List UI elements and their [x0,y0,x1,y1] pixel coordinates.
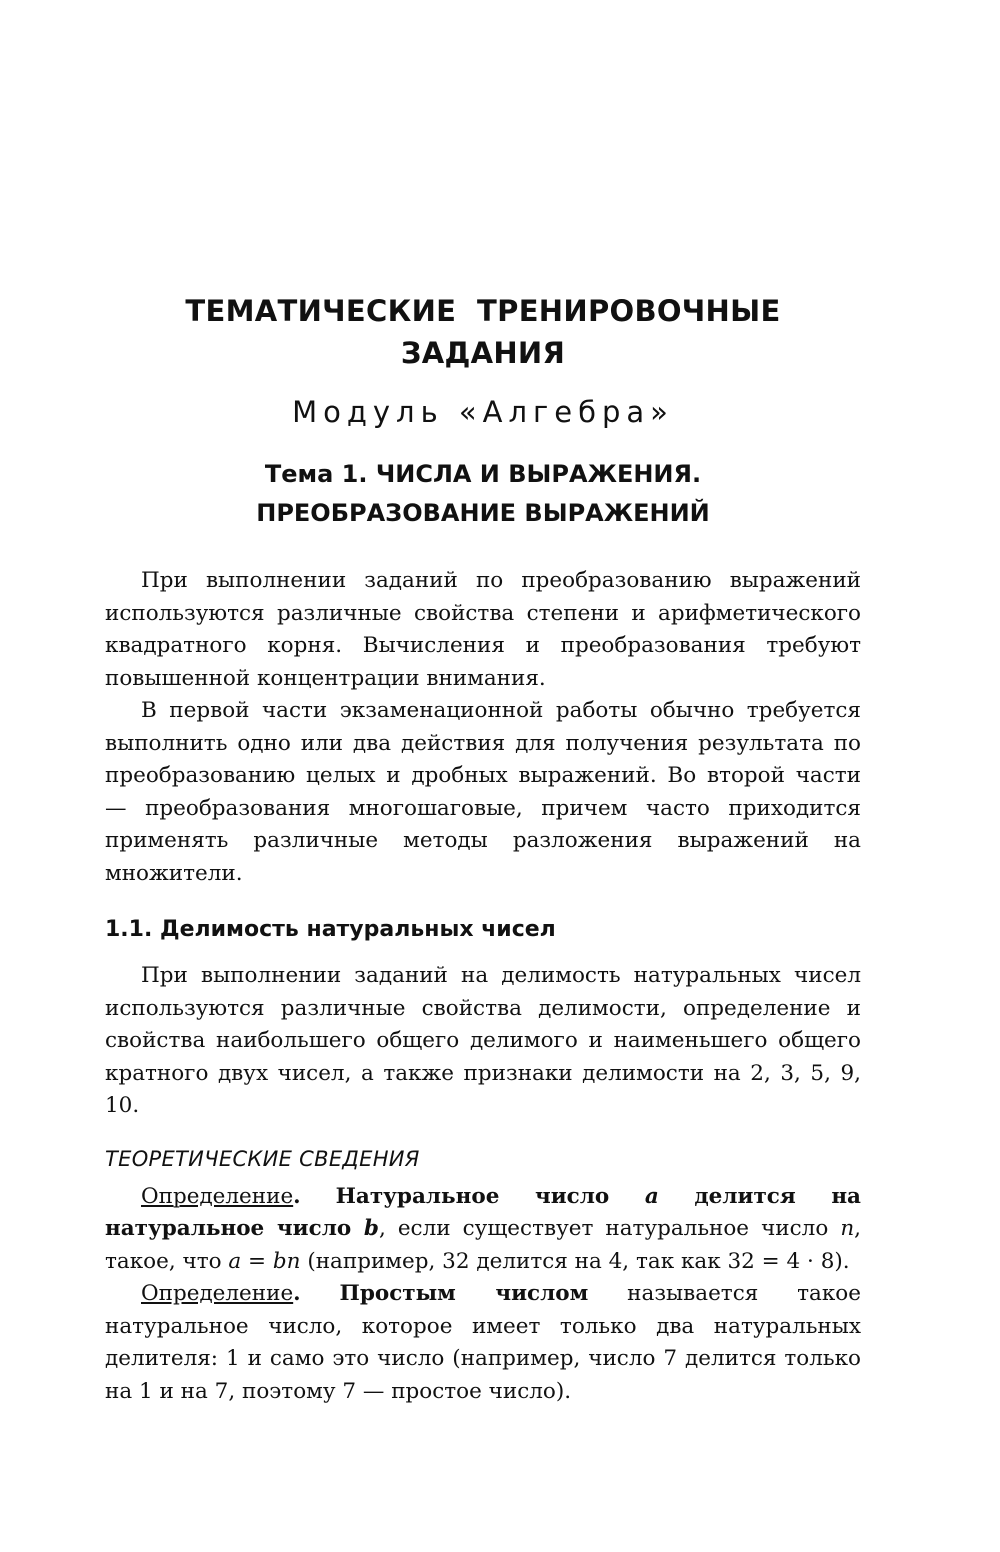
var-n: n [840,1216,855,1241]
definition-2-term: Простым числом [339,1281,589,1306]
subsection-paragraph: При выполнении заданий на делимость натуральных чисел используются различные свойства делимости, определение и свойства наибольшего общего делимого и наименьшего общего кратного двух чисел, а также признаки делимости на 2, 3, 5, 9, 10. [105,963,861,1118]
definition-2 [105,1278,861,1408]
var-a: a [644,1183,659,1209]
definition-1 [105,1181,861,1279]
section-title [105,290,861,374]
page-content [105,290,861,1408]
topic-title-line1: Тема 1. ЧИСЛА И ВЫРАЖЕНИЯ. [264,460,702,488]
definition-1-bold-1: Натуральное число [335,1183,645,1209]
definition-1-bold-2: делится на натуральное число [105,1183,861,1241]
section-title-line2: ЗАДАНИЯ [400,336,566,370]
theory-heading: ТЕОРЕТИЧЕСКИЕ СВЕДЕНИЯ [105,1146,420,1171]
intro-paragraph-1: При выполнении заданий по преобразованию выражений используются различные свойства степени и арифметического квадратного корня. Вычисления и преобразования требуют повышенной концентрации внимания. [105,568,861,691]
definition-1-label: Определение [141,1183,294,1209]
module-title: Модуль «Алгебра» [292,395,674,429]
formula-a-bn: a = bn [228,1248,301,1274]
definition-1-dot: . [293,1183,301,1209]
definition-1-text-2: , такое, что [105,1216,862,1274]
topic-title [105,455,861,533]
section-title-line1: ТЕМАТИЧЕСКИЕ ТРЕНИРОВОЧНЫЕ [185,294,781,328]
var-b: b [363,1216,379,1241]
intro-paragraph-2: В первой части экзаменационной работы обычно требуется выполнить одно или два действия для получения результата по преобразованию целых и дробных выражений. Во второй части — преобразования многошаговые, причем часто приходится применять различные методы разложения выражений на множители. [105,698,861,886]
definition-2-text: называется такое натуральное число, которое имеет только два натуральных делителя: 1 и само это число (например, число 7 делится только на 1 и на 7, поэтому 7 — простое число). [105,1281,861,1404]
subsection-title: 1.1. Делимость натуральных чисел [105,917,556,942]
definition-1-text-3: (например, 32 делится на 4, так как 32 = 4 · 8). [300,1248,850,1274]
definition-1-text-1: , если существует натуральное число [378,1216,841,1241]
topic-title-line2: ПРЕОБРАЗОВАНИЕ ВЫРАЖЕНИЙ [256,499,710,527]
definition-2-label: Определение [141,1281,294,1306]
definition-2-dot: . [293,1281,301,1306]
